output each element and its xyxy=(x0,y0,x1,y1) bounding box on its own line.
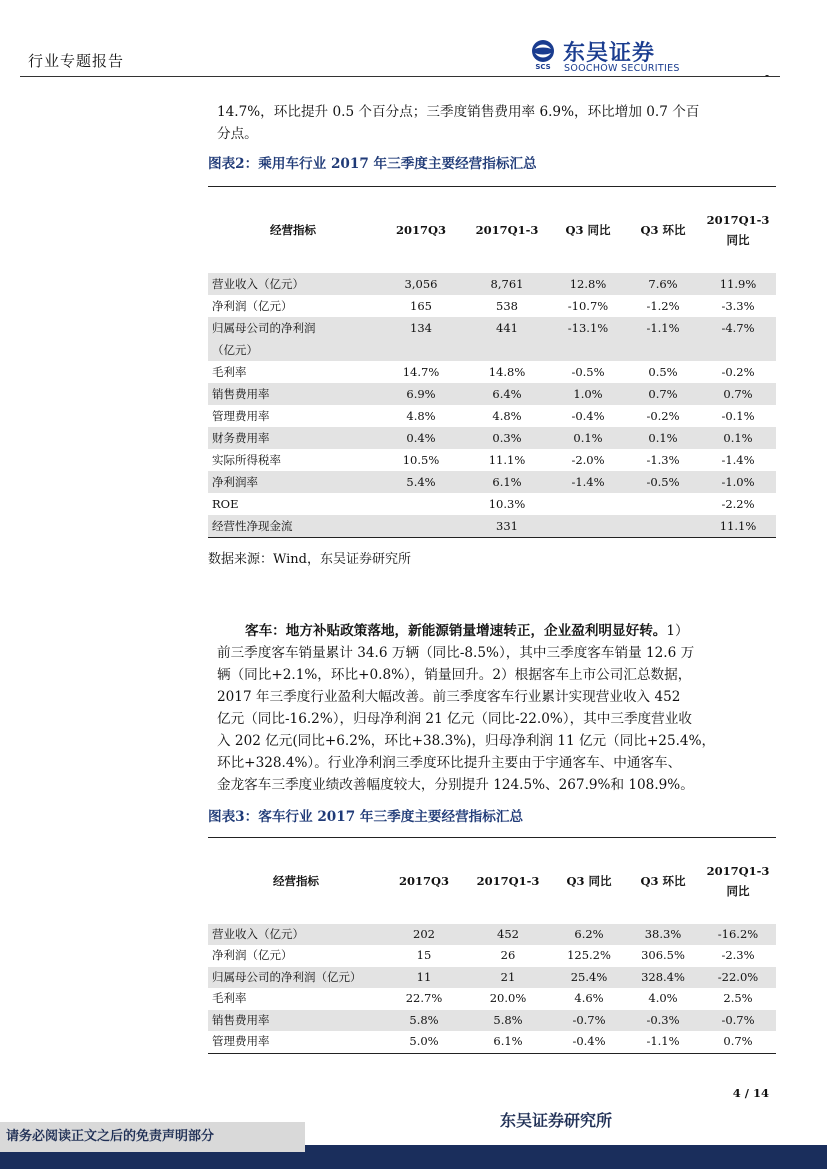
table-cell: 5.4% xyxy=(406,474,436,489)
table-cell: -1.3% xyxy=(646,452,680,467)
row-label-line: 财务费用率 xyxy=(212,430,270,445)
table-cell: 14.7% xyxy=(402,364,440,379)
table3 xyxy=(208,837,776,1054)
row-label-line: 管理费用率 xyxy=(212,408,270,423)
table-row xyxy=(208,317,776,361)
table-row xyxy=(208,405,776,427)
table-cell: 21 xyxy=(500,969,516,984)
table-cell: 306.5% xyxy=(641,948,685,962)
row-label-line: 管理费用率 xyxy=(212,1034,270,1048)
row-label-line: 归属母公司的净利润 xyxy=(212,320,316,335)
table-cell: 452 xyxy=(497,926,519,941)
table-cell: 4.0% xyxy=(648,991,678,1005)
table-cell: 14.8% xyxy=(488,364,526,379)
row-label xyxy=(208,295,378,317)
header-rule xyxy=(20,76,780,77)
header-line: 同比 xyxy=(726,232,750,247)
table-cell: 0.5% xyxy=(648,364,678,379)
table2 xyxy=(208,186,776,538)
logo-mark-icon xyxy=(527,38,559,70)
table-cell: -13.1% xyxy=(567,320,609,335)
bus-line: 入 202 亿元(同比+6.2%，环比+38.3%)，归母净利润 11 亿元（同比+25.4%， xyxy=(217,733,716,749)
row-label xyxy=(208,427,378,449)
footer-org: 东吴证券研究所 xyxy=(500,1111,613,1130)
header-line: 2017Q1-3 xyxy=(706,212,770,227)
table-cell: 6.9% xyxy=(406,386,436,401)
table-cell: 11.1% xyxy=(488,452,526,467)
table-cell: 20.0% xyxy=(489,991,527,1005)
table-cell xyxy=(550,515,626,538)
table-cell: 15 xyxy=(416,948,432,962)
table-cell: 5.8% xyxy=(409,1012,439,1027)
table-row xyxy=(208,945,776,967)
bus-line: 2017 年三季度行业盈利大幅改善。前三季度客车行业累计实现营业收入 452 xyxy=(217,689,681,705)
row-label-line: 营业收入（亿元） xyxy=(212,926,304,941)
header-cell: Q3 环比 xyxy=(640,873,686,888)
table-cell: 0.1% xyxy=(573,430,603,445)
table-cell xyxy=(378,493,464,515)
header-cell: 经营指标 xyxy=(270,222,316,237)
table-cell: 8,761 xyxy=(490,276,524,291)
table-cell: 1.0% xyxy=(573,386,603,401)
header-cell: 2017Q1-3 xyxy=(476,873,540,888)
table-cell: 4.6% xyxy=(574,991,604,1005)
table-cell: 0.4% xyxy=(406,430,436,445)
header-cell xyxy=(700,187,776,273)
row-label-line: 销售费用率 xyxy=(212,386,270,401)
row-label-line: 经营性净现金流 xyxy=(212,518,293,533)
table-cell: -0.7% xyxy=(721,1012,755,1027)
intro-paragraph xyxy=(217,101,699,145)
header-line: 2017Q1-3 xyxy=(706,863,770,878)
table3-title: 图表3：客车行业 2017 年三季度主要经营指标汇总 xyxy=(208,809,524,825)
table-cell: -2.3% xyxy=(721,948,755,962)
table-cell: 0.3% xyxy=(492,430,522,445)
table-cell: 22.7% xyxy=(405,991,443,1005)
row-label xyxy=(208,361,378,383)
row-label-line: 实际所得税率 xyxy=(212,452,281,467)
table-row xyxy=(208,273,776,295)
table-cell: -0.4% xyxy=(572,1034,606,1048)
table-cell xyxy=(550,493,626,515)
table-cell: 0.1% xyxy=(723,430,753,445)
row-label xyxy=(208,924,384,946)
table-cell: 4.8% xyxy=(492,408,522,423)
table-cell: 0.7% xyxy=(723,1034,753,1048)
table-cell: 10.3% xyxy=(488,496,526,511)
row-label-line: 销售费用率 xyxy=(212,1012,270,1027)
logo-en-text: SOOCHOW SECURITIES xyxy=(564,63,680,74)
table-cell: -2.0% xyxy=(571,452,605,467)
table-cell: 4.8% xyxy=(406,408,436,423)
row-label xyxy=(208,967,384,989)
row-label xyxy=(208,515,378,538)
row-label-line: ROE xyxy=(212,496,239,511)
header-cell: 经营指标 xyxy=(273,873,319,888)
table-cell: -3.3% xyxy=(721,298,755,313)
table-cell: -0.2% xyxy=(646,408,680,423)
row-label-line: 毛利率 xyxy=(212,991,247,1005)
table-cell: 6.4% xyxy=(492,386,522,401)
table-row xyxy=(208,361,776,383)
bus-line: 前三季度客车销量累计 34.6 万辆（同比-8.5%），其中三季度客车销量 12.6 万 xyxy=(217,645,695,661)
table-cell: 26 xyxy=(500,948,516,962)
table-cell: -1.1% xyxy=(646,1034,680,1048)
table-cell: 0.7% xyxy=(723,386,753,401)
table-cell: 5.8% xyxy=(493,1012,523,1027)
table-row xyxy=(208,471,776,493)
bus-line: 辆（同比+2.1%，环比+0.8%），销量回升。2）根据客车上市公司汇总数据， xyxy=(217,667,692,683)
row-label-line: （亿元） xyxy=(212,342,258,357)
table2-title: 图表2：乘用车行业 2017 年三季度主要经营指标汇总 xyxy=(208,156,537,172)
table-row xyxy=(208,427,776,449)
table-cell: -0.7% xyxy=(572,1012,606,1027)
table-cell: 331 xyxy=(496,518,518,533)
logo-cn-text: 东吴证券 xyxy=(563,41,656,66)
table-row xyxy=(208,1010,776,1032)
table-cell: -10.7% xyxy=(567,298,609,313)
row-label-line: 营业收入（亿元） xyxy=(212,276,304,291)
table-cell: 7.6% xyxy=(648,276,678,291)
bus-line: 金龙客车三季度业绩改善幅度较大，分别提升 124.5%、267.9%和 108.9%。 xyxy=(217,777,694,793)
table-cell: 11.9% xyxy=(719,276,757,291)
table-cell: -16.2% xyxy=(717,926,759,941)
row-label xyxy=(208,988,384,1010)
header-cell: 2017Q3 xyxy=(398,873,450,888)
table-row xyxy=(208,383,776,405)
table-row xyxy=(208,967,776,989)
table-cell xyxy=(626,493,700,515)
table-cell: 441 xyxy=(496,320,518,335)
intro-line: 14.7%，环比提升 0.5 个百分点；三季度销售费用率 6.9%，环比增加 0.7 个百 xyxy=(217,104,700,120)
header-cell: Q3 同比 xyxy=(565,222,611,237)
table-cell: 165 xyxy=(410,298,432,313)
table-row xyxy=(208,924,776,946)
table-cell: 10.5% xyxy=(402,452,440,467)
table-cell: -1.0% xyxy=(721,474,755,489)
bus-lead-line xyxy=(217,620,717,642)
header-cell: Q3 环比 xyxy=(640,222,686,237)
table-cell: 12.8% xyxy=(569,276,607,291)
bus-lead: 客车：地方补贴政策落地，新能源销量增速转正，企业盈利明显好转。 xyxy=(245,623,667,639)
row-label xyxy=(208,273,378,295)
table-cell: 538 xyxy=(496,298,518,313)
table2-source: 数据来源：Wind，东吴证券研究所 xyxy=(208,552,411,567)
row-label xyxy=(208,405,378,427)
table-header-row xyxy=(208,187,776,273)
table-cell: 3,056 xyxy=(404,276,438,291)
logo-mark-text: SCS xyxy=(535,63,551,70)
table-cell: 134 xyxy=(410,320,432,335)
row-label xyxy=(208,1010,384,1032)
table-cell xyxy=(626,515,700,538)
table-cell: -22.0% xyxy=(717,969,759,984)
table-cell: 38.3% xyxy=(644,926,682,941)
table-cell: 6.1% xyxy=(493,1034,523,1048)
table-cell: -0.5% xyxy=(646,474,680,489)
row-label-line: 净利润（亿元） xyxy=(212,298,293,313)
header-cell: 2017Q1-3 xyxy=(475,222,539,237)
table-cell: 202 xyxy=(413,926,435,941)
row-label xyxy=(208,1031,384,1053)
table2-body xyxy=(208,273,776,538)
table-cell: 0.1% xyxy=(648,430,678,445)
table-cell: 5.0% xyxy=(409,1034,439,1048)
header-cell xyxy=(700,838,776,924)
footer-disclaimer: 请务必阅读正文之后的免责声明部分 xyxy=(0,1122,305,1152)
table-cell: -1.4% xyxy=(721,452,755,467)
header-line: 同比 xyxy=(726,883,750,898)
bus-lead-tail: 1） xyxy=(666,623,689,639)
table-cell: -2.2% xyxy=(721,496,755,511)
table-cell: -4.7% xyxy=(721,320,755,335)
header-cell: Q3 同比 xyxy=(566,873,612,888)
intro-line: 分点。 xyxy=(217,126,258,142)
row-label xyxy=(208,449,378,471)
table3-body xyxy=(208,924,776,1054)
row-label xyxy=(208,493,378,515)
row-label xyxy=(208,471,378,493)
row-label xyxy=(208,945,384,967)
table-cell: 11 xyxy=(416,969,432,984)
row-label-line: 净利润（亿元） xyxy=(212,948,293,962)
row-label-line: 毛利率 xyxy=(212,364,247,379)
table-cell: 328.4% xyxy=(641,969,685,984)
table-cell: 2.5% xyxy=(723,991,753,1005)
table-header-row xyxy=(208,838,776,924)
table-row xyxy=(208,988,776,1010)
bus-paragraph xyxy=(217,620,717,796)
table-cell: -0.1% xyxy=(721,408,755,423)
report-type-label: 行业专题报告 xyxy=(28,52,125,70)
header-dash: - xyxy=(765,68,770,82)
table-cell: -1.4% xyxy=(571,474,605,489)
table-cell: -1.2% xyxy=(646,298,680,313)
table-row xyxy=(208,515,776,538)
table-cell: -0.4% xyxy=(571,408,605,423)
bus-line: 亿元（同比-16.2%），归母净利润 21 亿元（同比-22.0%），其中三季度营业收 xyxy=(217,711,692,727)
table-row xyxy=(208,449,776,471)
table-cell: -0.3% xyxy=(646,1012,680,1027)
table-cell xyxy=(378,515,464,538)
header-cell: 2017Q3 xyxy=(395,222,447,237)
table-row xyxy=(208,1031,776,1053)
row-label xyxy=(208,383,378,405)
table-cell: 11.1% xyxy=(719,518,757,533)
table-cell: -0.5% xyxy=(571,364,605,379)
page-number: 4 / 14 xyxy=(732,1086,769,1100)
table-cell: 6.1% xyxy=(492,474,522,489)
company-logo xyxy=(527,36,697,76)
row-label-line: 净利润率 xyxy=(212,474,258,489)
table-cell: -0.2% xyxy=(721,364,755,379)
table-cell: 25.4% xyxy=(570,969,608,984)
row-label-line: 归属母公司的净利润（亿元） xyxy=(212,969,362,984)
table-row xyxy=(208,493,776,515)
bus-line: 环比+328.4%）。行业净利润三季度环比提升主要由于宇通客车、中通客车、 xyxy=(217,755,682,771)
table-cell: 125.2% xyxy=(567,948,611,962)
table-row xyxy=(208,295,776,317)
table-cell: 6.2% xyxy=(574,926,604,941)
table-cell: -1.1% xyxy=(646,320,680,335)
table-cell: 0.7% xyxy=(648,386,678,401)
row-label xyxy=(208,317,378,361)
